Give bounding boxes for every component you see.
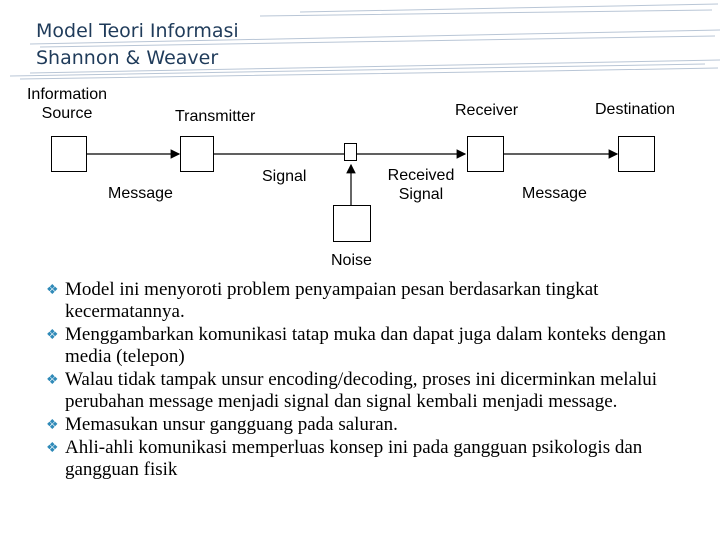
received-signal-line-2: Signal <box>398 186 444 203</box>
diamond-bullet-icon: ❖ <box>46 328 59 343</box>
bullet-text: Ahli-ahli komunikasi memperluas konsep ini pada gangguan psikologis dan gangguan fisik <box>65 437 643 480</box>
title-line-1: Model Teori Informasi <box>36 20 239 42</box>
bullet-list <box>44 279 704 482</box>
channel-box <box>344 143 357 161</box>
destination-label: Destination <box>595 101 676 118</box>
transmitter-label: Transmitter <box>175 108 256 125</box>
noise-label: Noise <box>331 252 372 269</box>
transmitter-box <box>180 136 214 172</box>
receiver-label: Receiver <box>455 102 519 119</box>
bullet-item <box>44 279 704 323</box>
information-source-label <box>12 85 122 123</box>
noise-source-box <box>333 205 371 242</box>
information-source-line-1: Information <box>26 86 108 103</box>
bullet-item <box>44 369 704 413</box>
diamond-bullet-icon: ❖ <box>46 283 59 298</box>
title-line-2: Shannon & Weaver <box>36 47 219 69</box>
information-source-box <box>51 136 87 172</box>
bullet-text: Memasukan unsur gangguang pada saluran. <box>65 414 398 435</box>
message-left-label: Message <box>108 185 173 202</box>
destination-box <box>618 136 655 172</box>
bullet-text: Walau tidak tampak unsur encoding/decoding, proses ini dicerminkan melalui perubahan message menjadi signal dan signal kembali menjadi message. <box>65 369 658 412</box>
diamond-bullet-icon: ❖ <box>46 418 59 433</box>
bullet-item <box>44 437 704 481</box>
bullet-text: Menggambarkan komunikasi tatap muka dan dapat juga dalam konteks dengan media (telepon) <box>65 324 666 367</box>
message-right-label: Message <box>522 185 587 202</box>
bullet-text: Model ini menyoroti problem penyampaian pesan berdasarkan tingkat kecermatannya. <box>65 279 599 322</box>
bullet-item <box>44 414 704 436</box>
information-source-line-2: Source <box>41 105 93 122</box>
bullet-item <box>44 324 704 368</box>
receiver-box <box>467 136 504 172</box>
signal-label: Signal <box>262 168 307 185</box>
received-signal-label <box>372 166 470 204</box>
diamond-bullet-icon: ❖ <box>46 373 59 388</box>
received-signal-line-1: Received <box>387 167 455 184</box>
diamond-bullet-icon: ❖ <box>46 441 59 456</box>
